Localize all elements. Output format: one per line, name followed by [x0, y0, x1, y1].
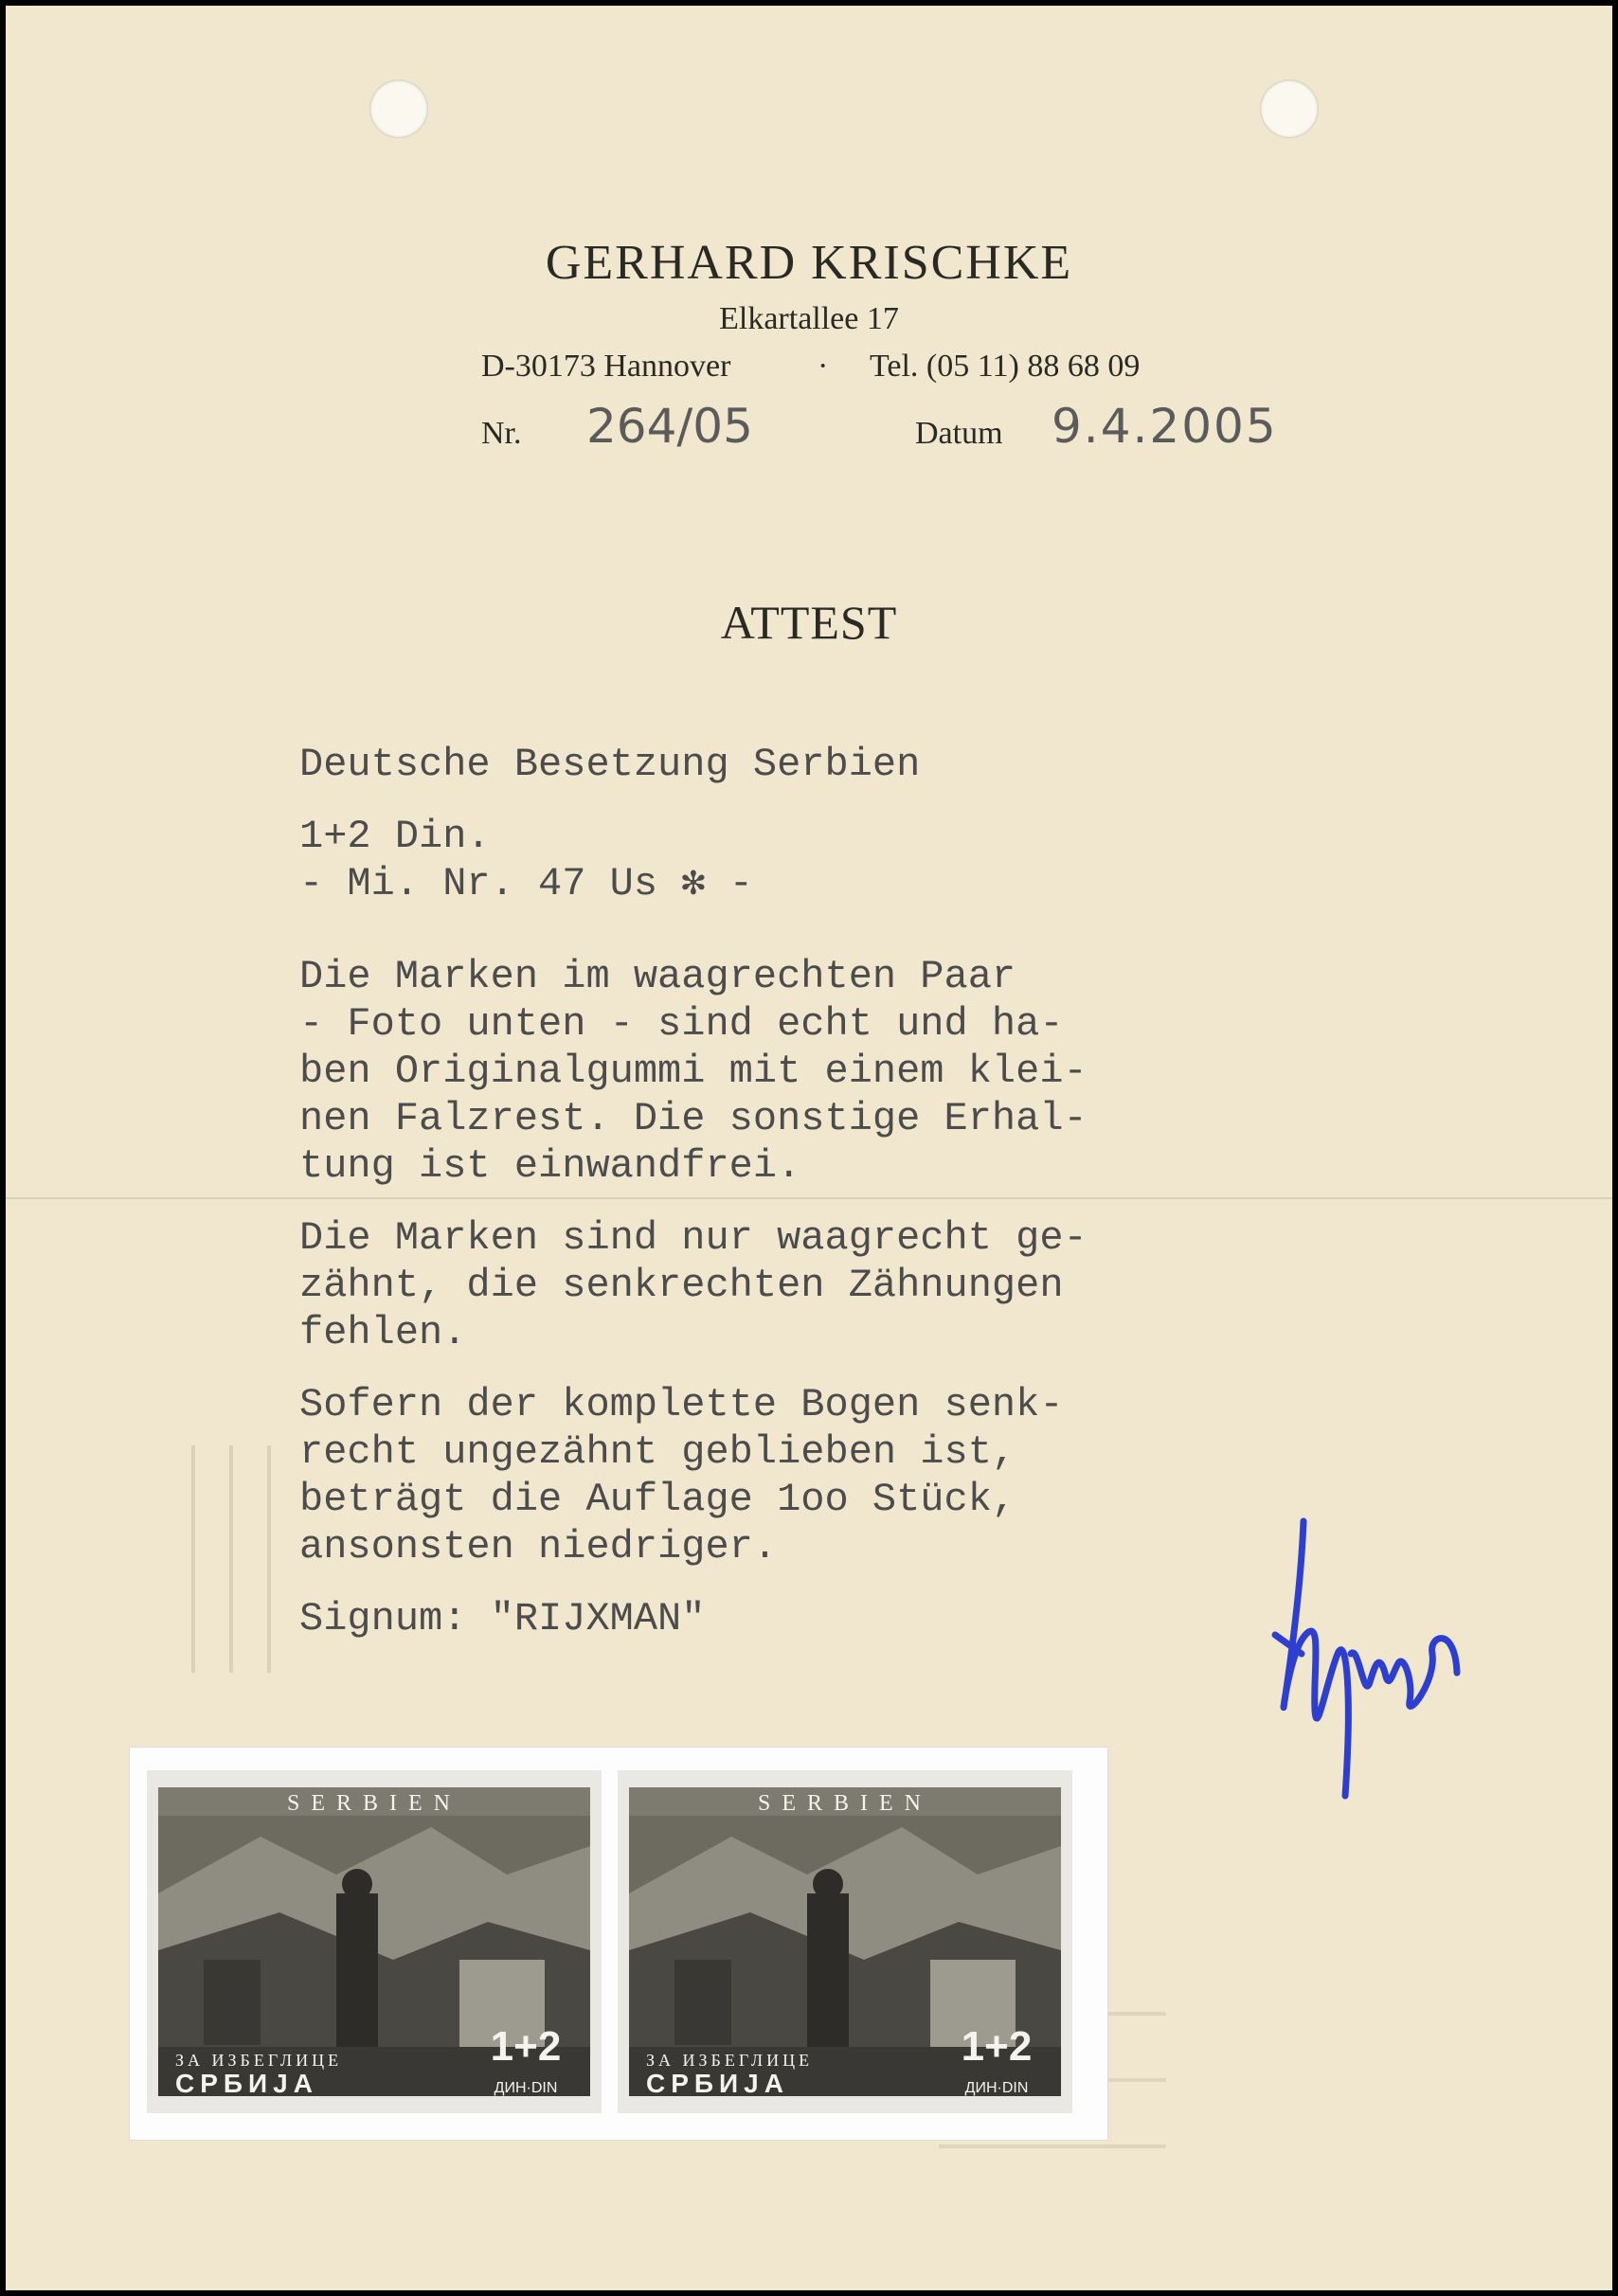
body-line: ansonsten niedriger.	[299, 1524, 778, 1570]
stamp-subtitle: ЗА ИЗБЕГЛИЦЕ	[175, 2051, 343, 2070]
stamp-subtitle: ЗА ИЗБЕГЛИЦЕ	[646, 2051, 814, 2070]
letterhead-city: D-30173 Hannover	[481, 349, 731, 384]
body-line: 1+2 Din.	[299, 814, 491, 859]
signature-mark	[1247, 1512, 1474, 1805]
stamp	[147, 1770, 602, 2113]
nr-value: 264/05	[586, 399, 753, 454]
body-line: Deutsche Besetzung Serbien	[299, 742, 921, 787]
body-line: ben Originalgummi mit einem klei-	[299, 1049, 1088, 1094]
letterhead-separator: ·	[818, 349, 829, 384]
stamp-pair-photo	[129, 1747, 1108, 2141]
stamp-top-text: SERBIEN	[757, 1791, 933, 1816]
body-line: Signum: "RIJXMAN"	[299, 1596, 706, 1641]
punch-hole-left	[369, 80, 428, 138]
body-line: tung ist einwandfrei.	[299, 1143, 801, 1189]
datum-value: 9.4.2005	[1052, 399, 1278, 454]
body-line: Sofern der komplette Bogen senk-	[299, 1382, 1064, 1427]
stamp-country: СРБИЈА	[646, 2069, 789, 2098]
body-line: beträgt die Auflage 1oo Stück,	[299, 1477, 1016, 1522]
stamp	[618, 1770, 1072, 2113]
stamp-country: СРБИЈА	[175, 2069, 318, 2098]
body-line: - Foto unten - sind echt und ha-	[299, 1001, 1064, 1047]
document-title: ATTEST	[720, 596, 898, 649]
body-line: zähnt, die senkrechten Zähnungen	[299, 1263, 1064, 1308]
body-line: Die Marken sind nur waagrecht ge-	[299, 1215, 1088, 1261]
punch-hole-right	[1260, 80, 1319, 138]
body-line: fehlen.	[299, 1310, 467, 1355]
stamp-top-text: SERBIEN	[286, 1791, 462, 1816]
letterhead-name: GERHARD KRISCHKE	[545, 236, 1073, 290]
datum-label: Datum	[915, 416, 1003, 451]
embossed-stamp-ghost	[174, 1436, 307, 1682]
letterhead-street: Elkartallee 17	[719, 301, 899, 336]
stamp-value: 1+2	[961, 2023, 1033, 2070]
body-line: recht ungezähnt geblieben ist,	[299, 1429, 1016, 1475]
letterhead-phone: Tel. (05 11) 88 68 09	[870, 349, 1141, 384]
body-line: Die Marken im waagrechten Paar	[299, 954, 1016, 999]
body-line: nen Falzrest. Die sonstige Erhal-	[299, 1096, 1088, 1141]
body-line: - Mi. Nr. 47 Us ✻ -	[299, 861, 753, 906]
paper-fold	[6, 1197, 1612, 1199]
stamp-currency: ДИН·DIN	[964, 2080, 1029, 2096]
stamp-currency: ДИН·DIN	[494, 2080, 558, 2096]
stamp-value: 1+2	[490, 2023, 562, 2070]
nr-label: Nr.	[481, 416, 522, 451]
certificate-page	[6, 6, 1612, 2290]
